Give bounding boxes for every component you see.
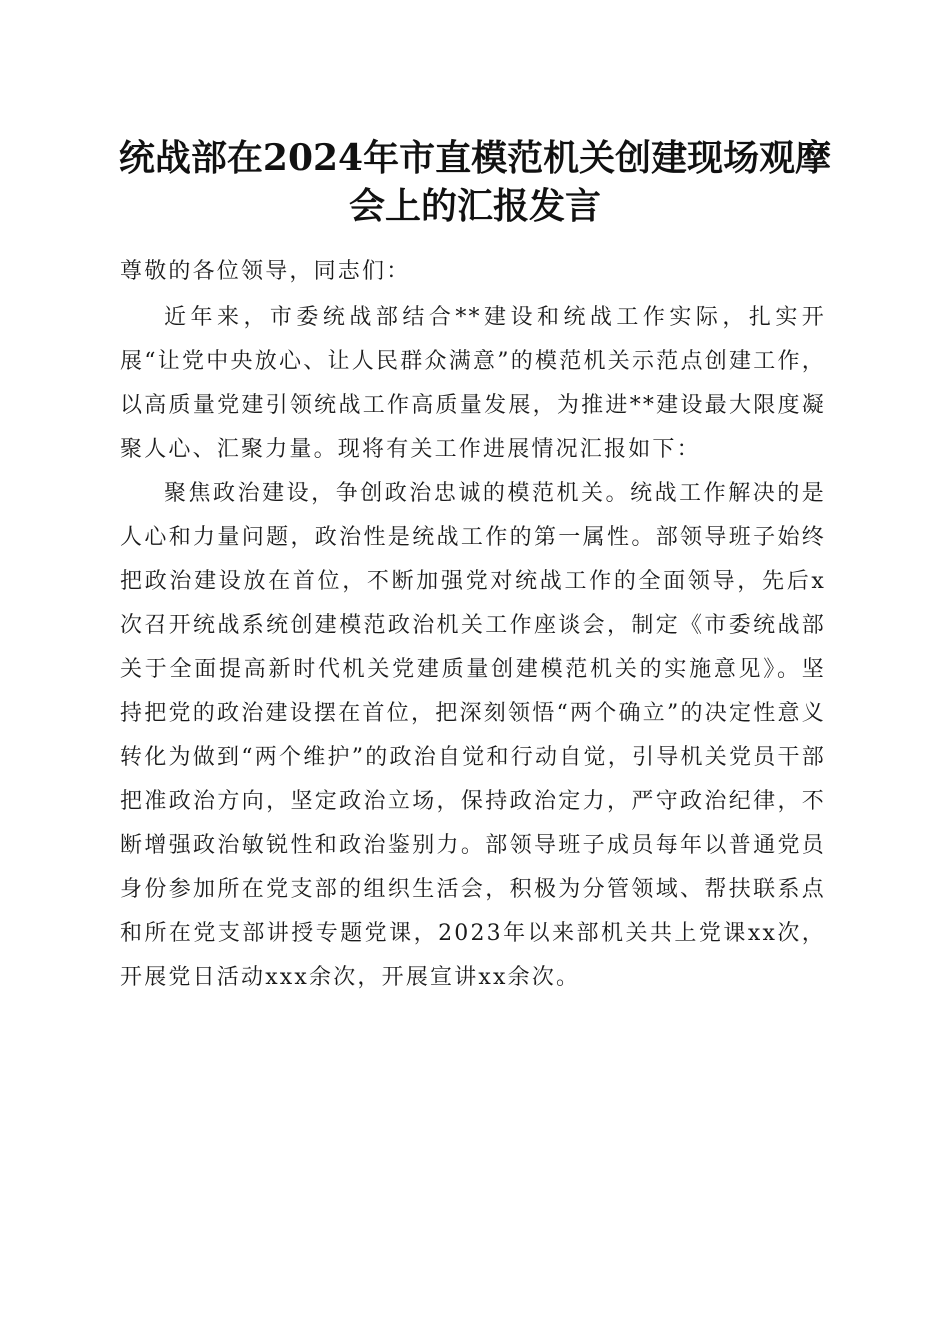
- document-title: [110, 134, 840, 230]
- document-body: [120, 250, 826, 1000]
- salutation: 尊敬的各位领导，同志们：: [120, 259, 411, 284]
- paragraph-intro: 近年来，市委统战部结合**建设和统战工作实际，扎实开展“让党中央放心、让人民群众满意”的模范机关示范点创建工作，以高质量党建引领统战工作高质量发展，为推进**建设最大限度凝聚人心、汇聚力量。现将有关工作进展情况汇报如下：: [120, 305, 826, 462]
- title-line-1: 统战部在2024年市直模范机关创建现场观摩: [118, 137, 832, 179]
- paragraph-political-building: 聚焦政治建设，争创政治忠诚的模范机关。统战工作解决的是人心和力量问题，政治性是统战工作的第一属性。部领导班子始终把政治建设放在首位，不断加强党对统战工作的全面领导，先后x次召开统战系统创建模范政治机关工作座谈会，制定《市委统战部关于全面提高新时代机关党建质量创建模范机关的实施意见》。坚持把党的政治建设摆在首位，把深刻领悟“两个确立”的决定性意义转化为做到“两个维护”的政治自觉和行动自觉，引导机关党员干部把准政治方向，坚定政治立场，保持政治定力，严守政治纪律，不断增强政治敏锐性和政治鉴别力。部领导班子成员每年以普通党员身份参加所在党支部的组织生活会，积极为分管领域、帮扶联系点和所在党支部讲授专题党课，2023年以来部机关共上党课xx次，开展党日活动xxx余次，开展宣讲xx余次。: [120, 481, 826, 990]
- title-line-2: 会上的汇报发言: [348, 185, 601, 227]
